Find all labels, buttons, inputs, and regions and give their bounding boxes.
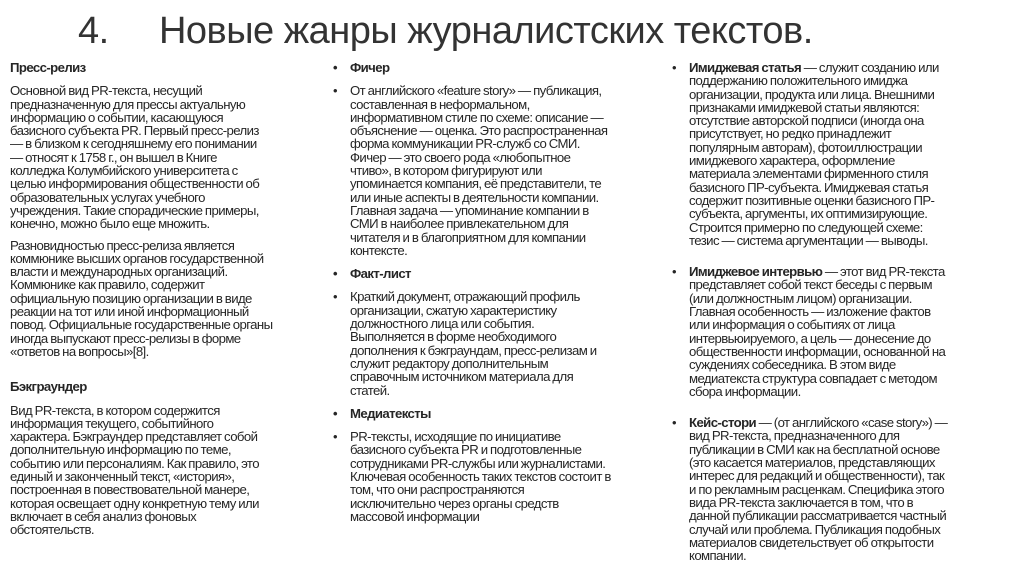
- column-press-release: [10, 61, 328, 537]
- feature-item: [333, 84, 659, 257]
- bullet-icon: •: [672, 264, 676, 280]
- feature-heading: Фичер: [350, 60, 390, 75]
- background-heading: Бэкграундер: [10, 379, 87, 395]
- bullet-icon: •: [333, 266, 337, 282]
- case-story-term: Кейс-стори: [689, 415, 757, 431]
- image-interview-term: Имиджевое интервью: [689, 264, 823, 280]
- factsheet-heading: Факт-лист: [350, 266, 411, 282]
- mediatexts-heading: Медиатексты: [350, 405, 431, 421]
- mediatexts-heading-item: [333, 407, 659, 420]
- press-release-paragraph-1: Основной вид PR-текста, несущий предназначенную для прессы актуальную информацию о событии, касающуюся базисного субъекта PR. Первый пресс-релиз — в близком к сегодняшнему его понимании — относят к 1758 г., он вышел в Книге колледжа Колумбийского университета с целью информирования общественности об образовательных услугах учебного учреждения. Такие спорадические примеры, конечно, можно было еще множить.: [10, 83, 260, 232]
- case-story-paragraph: [672, 416, 1020, 562]
- press-release-heading: Пресс-релиз: [10, 60, 86, 75]
- case-story-text: — (от английского «case story») — вид PR-текста, предназначенного для публикации в СМИ как на бесплатной основе (это касается материалов, представляющих интерес для редакций и общественности), так и по рекламным расценкам. Специфика этого вида PR-текста заключается в том, что в данной публикации рассматривается частный случай или проблема. Публикация подобных материалов свидетельствует об открытости компании.: [689, 415, 948, 564]
- column-image-texts: [672, 61, 1020, 562]
- bullet-icon: •: [333, 289, 337, 305]
- feature-paragraph: От английского «feature story» — публикация, составленная в неформальном, информативном стиле по схеме: описание — объяснение — оценка. Это распространенная форма коммуникации PR-служб со СМИ. Фичер — это своего рода «любопытное чтиво», в котором фигурируют или упоминается компания, её представители, те или иные аспекты в деятельности компании. Главная задача — упоминание компании в СМИ в наиболее привлекательном для читателя и в благоприятном для компании контексте.: [350, 83, 608, 258]
- bullet-icon: •: [672, 415, 676, 431]
- press-release-paragraph-2: Разновидностью пресс-релиза является коммюнике высших органов государственной власти и международных организаций. Коммюнике как правило, содержит официальную позицию организации в виде реакции на тот или иной информационный повод. Официальные государственные органы иногда выпускают пресс-релизы в форме «ответов на вопросы»[8].: [10, 237, 273, 359]
- factsheet-heading-item: [333, 267, 659, 280]
- feature-heading-item: [333, 61, 659, 74]
- image-article-term: Имиджевая статья: [689, 60, 802, 75]
- bullet-icon: •: [333, 429, 337, 445]
- image-article-text: — служит созданию или поддержанию положительного имиджа организации, продукта или лица. Внешними признаками имиджевой статьи являются: отсутствие авторской подписи (иногда она присутствует, но редко принадлежит популярным авторам), фотоиллюстрации имиджевого характера, оформление материала элементами фирменного стиля базисного ПР-субъекта. Имиджевая статья содержит позитивные оценки базисного ПР- субъекта, аргументы, их оптимизирующие. Строится примерно по следующей схеме: тезис — система аргументации — выводы.: [689, 60, 939, 248]
- factsheet-paragraph: Краткий документ, отражающий профиль организации, сжатую характеристику должностного лица или события. Выполняется в форме необходимого дополнения к бэкграундам, пресс-релизам и служит редактору дополнительным справочным источником материала для статей.: [350, 289, 597, 398]
- image-interview-text: — этот вид PR-текста представляет собой текст беседы с первым (или должностным лицом) организации. Главная особенность — изложение фактов или информация о событиях от лица интервьюируемого, а цель — донесение до общественности информации, основанной на суждениях собеседника. В этом виде медиатекста структура совпадает с методом сбора информации.: [689, 264, 946, 399]
- image-interview-paragraph: [672, 265, 1020, 398]
- slide-title: 4. Новые жанры журналистских текстов.: [78, 10, 813, 52]
- bullet-icon: •: [333, 405, 337, 421]
- bullet-icon: •: [333, 83, 337, 99]
- factsheet-item: [333, 290, 659, 396]
- bullet-icon: •: [672, 60, 676, 75]
- image-article-paragraph: [672, 61, 1020, 247]
- mediatexts-item: [333, 430, 659, 523]
- mediatexts-paragraph: PR-тексты, исходящие по инициативе базисного субъекта PR и подготовленные сотрудниками PR-службы или журналистами. Ключевая особенность таких текстов состоит в том, что они распространяются исключительно через органы средств массовой информации: [350, 429, 611, 524]
- bullet-icon: •: [333, 60, 337, 75]
- background-paragraph: Вид PR-текста, в котором содержится информация текущего, событийного характера. Бэкграундер представляет собой дополнительную информацию по теме, событию или персоналиям. Как правило, это единый и законченный текст, «история», построенная в повествовательной манере, которая освещает одну конкретную тему или включает в себя анализ фоновых обстоятельств.: [10, 402, 259, 538]
- column-feature: [333, 61, 659, 523]
